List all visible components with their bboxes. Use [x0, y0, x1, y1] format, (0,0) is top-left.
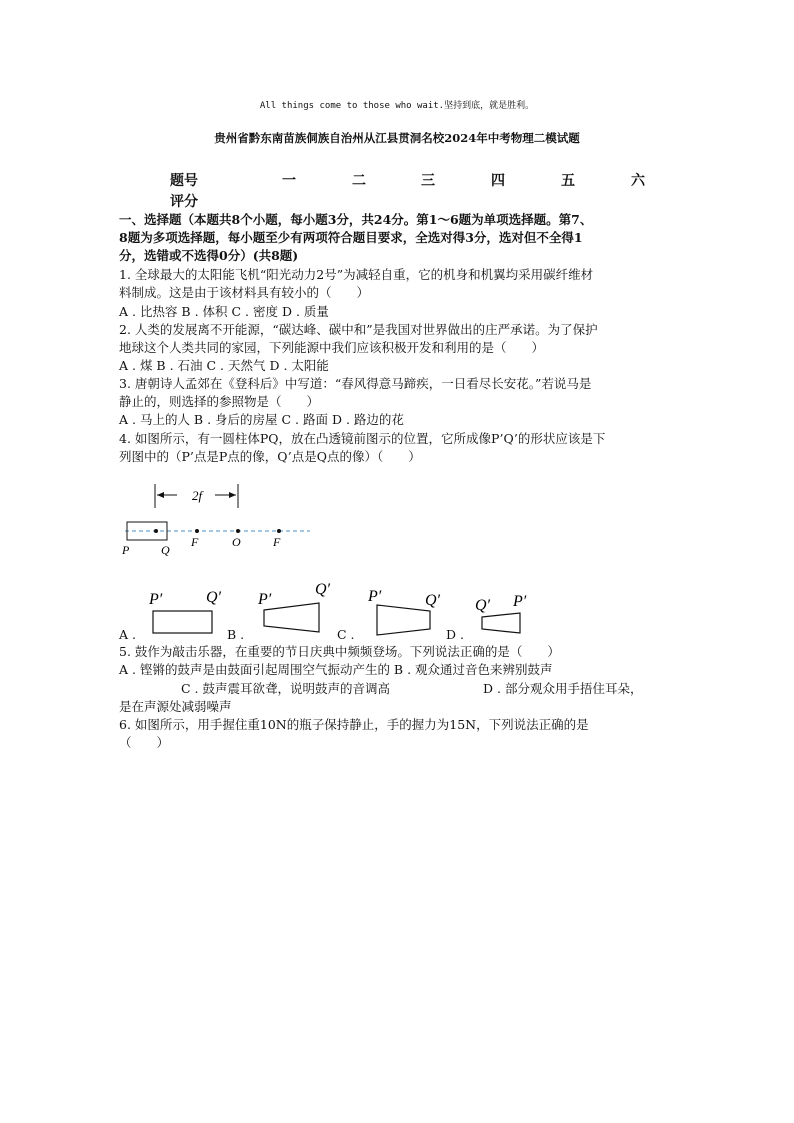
q5-option-d: D . 部分观众用手捂住耳朵， — [483, 681, 643, 696]
q1-line-2: 料制成。这是由于该材料具有较小的（ ） — [119, 285, 370, 300]
section-heading-line-3: 分，选错或不选得0分）(共8题) — [119, 248, 299, 263]
q4-option-b-figure — [253, 574, 338, 636]
q4-option-c-letter: C . — [337, 627, 355, 642]
label-q: Q — [161, 543, 170, 557]
label-p: P — [122, 543, 130, 557]
q3-line-2: 静止的，则选择的参照物是（ ） — [119, 394, 320, 409]
q5-line-2: A . 铿锵的鼓声是由鼓面引起周围空气振动产生的 B . 观众通过音色来辨别鼓声 — [119, 662, 553, 677]
q6-line-2: （ ） — [119, 735, 170, 750]
q4-option-d-figure — [472, 585, 537, 637]
q4-line-1: 4. 如图所示，有一圆柱体PQ，放在凸透镜前图示的位置，它所成像P’Q’的形状应该是下 — [119, 431, 606, 446]
score-col-2: 二 — [352, 173, 366, 189]
option-a-right-label: Q′ — [206, 589, 222, 606]
option-c-right-label: Q′ — [425, 592, 441, 609]
option-c-left-label: P′ — [368, 588, 382, 605]
option-d-right-label: P′ — [513, 593, 527, 610]
q4-option-c-figure — [364, 577, 449, 637]
header-motto: All things come to those who wait.坚持到底，就是胜利。 — [259, 101, 535, 111]
q4-option-a-figure — [145, 577, 225, 637]
score-label: 评分 — [170, 194, 198, 210]
image-shape-d — [482, 613, 520, 633]
q5-option-c: C . 鼓声震耳欲聋，说明鼓声的音调高 — [181, 681, 390, 696]
option-a-left-label: P′ — [149, 591, 163, 608]
score-col-1: 一 — [282, 173, 296, 189]
q2-line-1: 2. 人类的发展离不开能源，“碳达峰、碳中和”是我国对世界做出的庄严承诺。为了保护 — [119, 322, 598, 337]
point-q-dot — [154, 529, 158, 533]
focus-right-dot — [277, 529, 281, 533]
option-b-left-label: P′ — [258, 591, 272, 608]
image-shape-c — [377, 605, 430, 635]
focus-left-dot — [195, 529, 199, 533]
image-shape-a — [153, 611, 212, 633]
q1-options: A . 比热容 B . 体积 C . 密度 D . 质量 — [119, 304, 329, 319]
dim-label-2f: 2f — [192, 488, 203, 503]
q4-option-a-letter: A . — [119, 627, 136, 642]
score-col-5: 五 — [561, 173, 575, 189]
image-shape-b — [264, 603, 319, 632]
q1-line-1: 1. 全球最大的太阳能飞机“阳光动力2号”为减轻自重，它的机身和机翼均采用碳纤维材 — [119, 267, 594, 282]
q3-options: A . 马上的人 B . 身后的房屋 C . 路面 D . 路边的花 — [119, 412, 404, 427]
label-f-right: F — [273, 535, 281, 549]
dim-arrow-right — [229, 492, 236, 498]
score-col-4: 四 — [491, 173, 505, 189]
q4-option-b-letter: B . — [227, 627, 245, 642]
q4-option-d-letter: D . — [446, 627, 464, 642]
q3-line-1: 3. 唐朝诗人孟郊在《登科后》中写道：“春风得意马蹄疾，一日看尽长安花。”若说马是 — [119, 376, 592, 391]
label-o: O — [232, 535, 241, 549]
lens-setup-figure — [115, 480, 325, 560]
page-title: 贵州省黔东南苗族侗族自治州从江县贯洞名校2024年中考物理二模试题 — [214, 131, 580, 145]
score-row-label: 题号 — [170, 173, 198, 189]
score-col-3: 三 — [421, 173, 435, 189]
option-d-left-label: Q′ — [475, 597, 491, 614]
score-col-6: 六 — [631, 173, 645, 189]
q5-line-4: 是在声源处减弱噪声 — [119, 699, 232, 714]
q2-line-2: 地球这个人类共同的家园，下列能源中我们应该积极开发和利用的是（ ） — [119, 340, 545, 355]
section-heading-line-1: 一、选择题（本题共8个小题，每小题3分，共24分。第1～6题为单项选择题。第7、 — [119, 212, 593, 227]
dim-arrow-left — [157, 492, 164, 498]
label-f-left: F — [191, 535, 199, 549]
q2-options: A . 煤 B . 石油 C . 天然气 D . 太阳能 — [119, 358, 329, 373]
q6-line-1: 6. 如图所示，用手握住重10N的瓶子保持静止，手的握力为15N，下列说法正确的是 — [119, 717, 589, 732]
q4-line-2: 列图中的（P’点是P点的像，Q’点是Q点的像）（ ） — [119, 449, 421, 464]
option-b-right-label: Q′ — [315, 581, 331, 598]
q5-line-1: 5. 鼓作为敲击乐器，在重要的节日庆典中频频登场。下列说法正确的是（ ） — [119, 644, 560, 659]
section-heading-line-2: 8题为多项选择题，每小题至少有两项符合题目要求，全选对得3分，选对但不全得1 — [119, 230, 583, 245]
lens-center-dot — [236, 529, 240, 533]
